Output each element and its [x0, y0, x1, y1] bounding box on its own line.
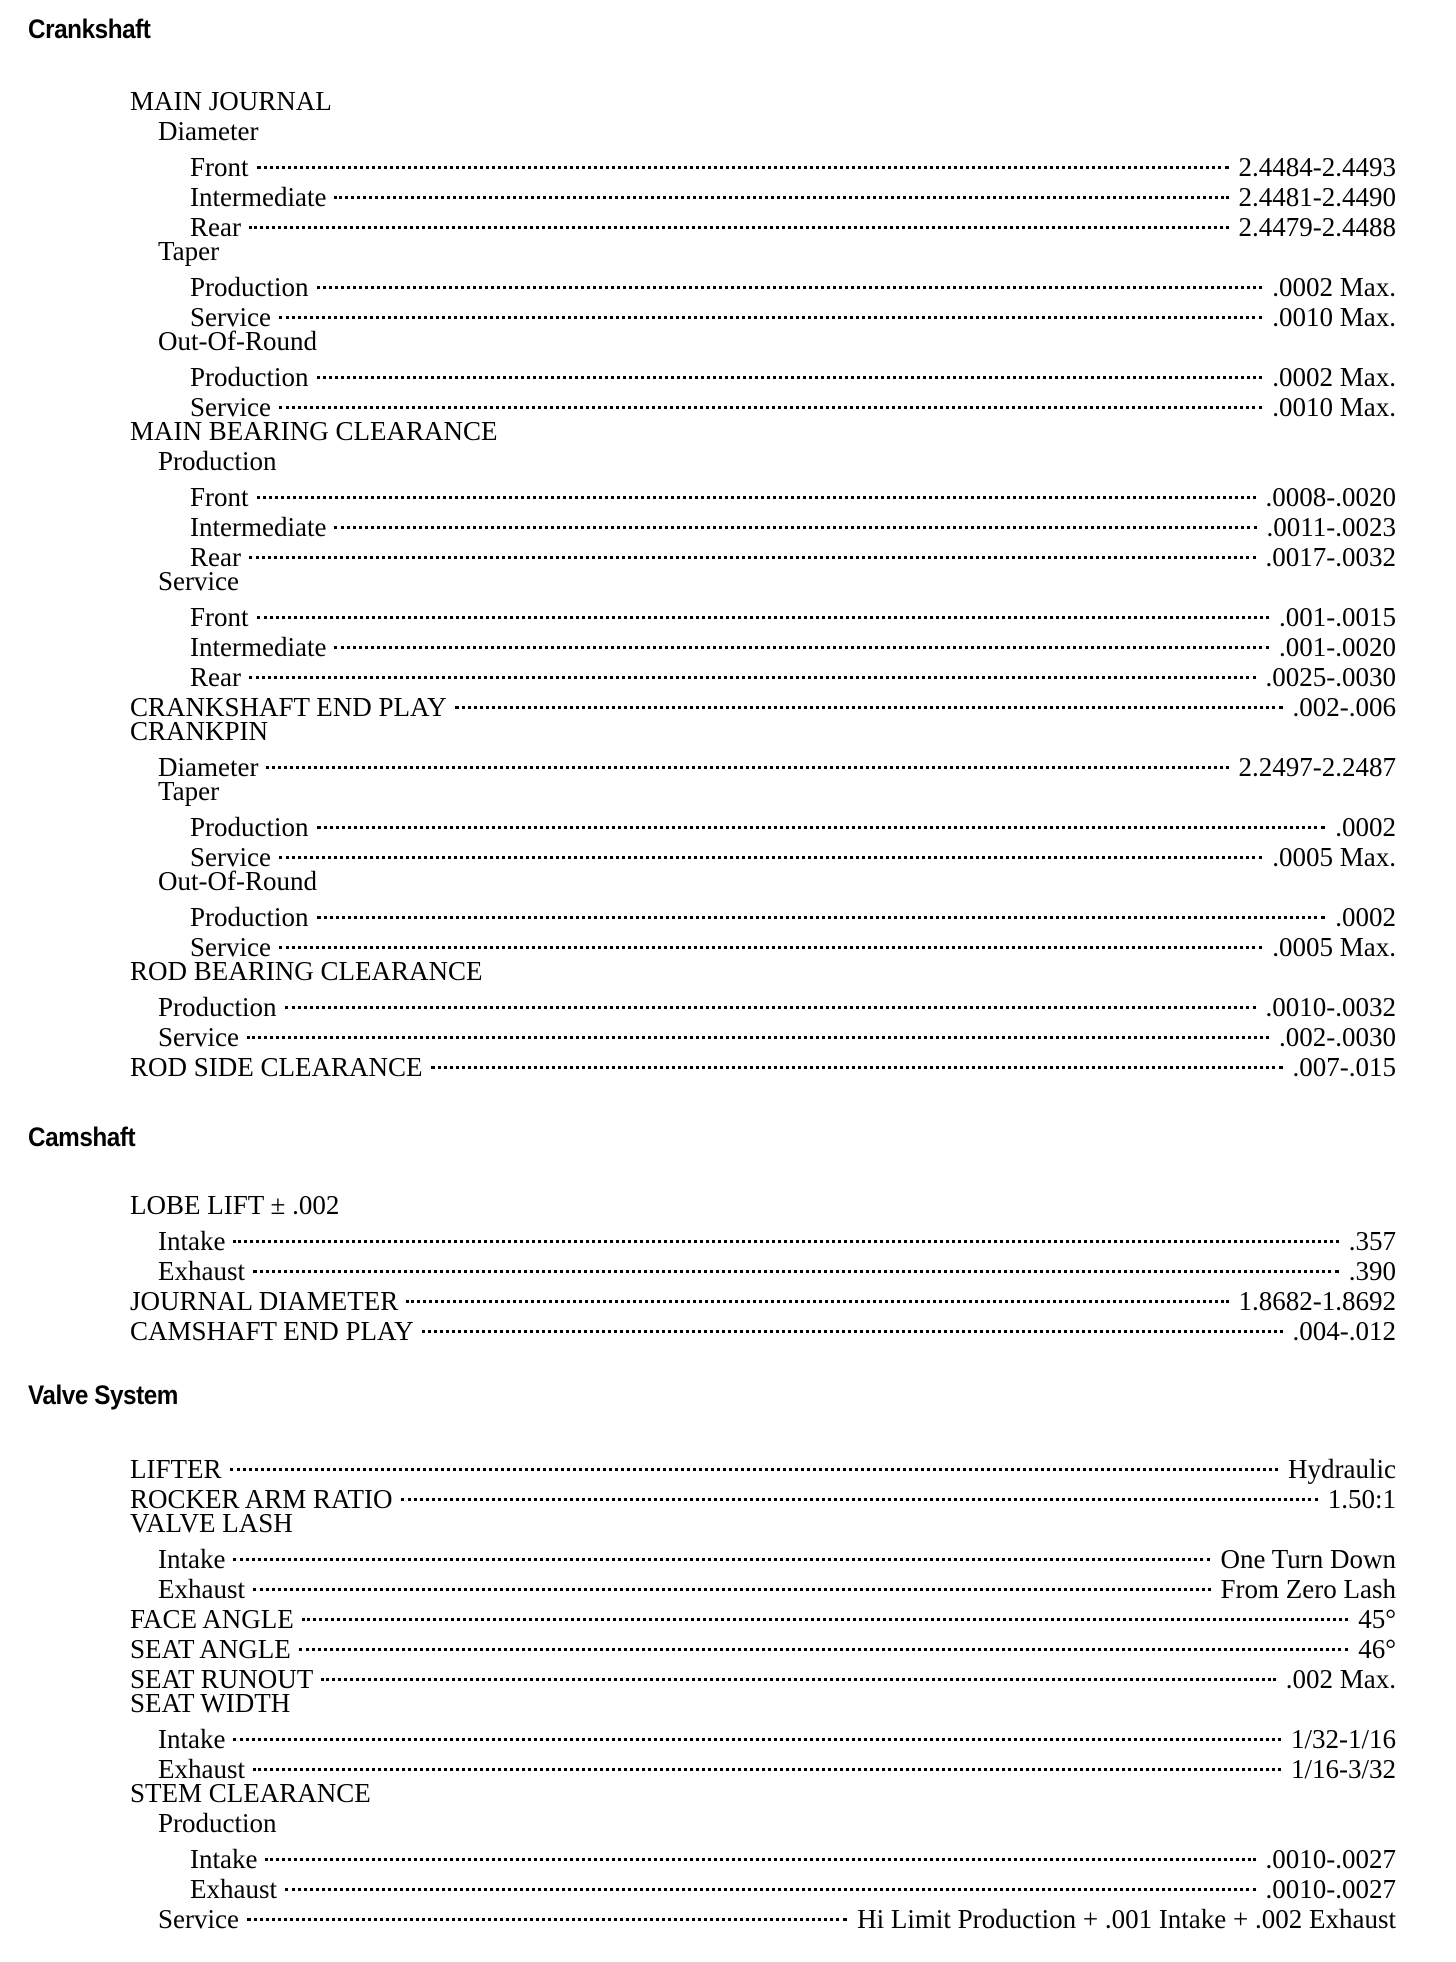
spec-label: Service — [190, 392, 271, 422]
spec-value: 1/32-1/16 — [1291, 1724, 1396, 1754]
spec-group-heading — [0, 1508, 1456, 1538]
dot-leader — [455, 686, 1283, 716]
spec-label: LIFTER — [130, 1454, 222, 1484]
dot-leader — [279, 296, 1262, 326]
spec-group-heading — [0, 416, 1456, 446]
spec-label: ROD BEARING CLEARANCE — [130, 956, 483, 986]
spec-label: CRANKPIN — [130, 716, 269, 746]
spec-value: 46° — [1358, 1634, 1396, 1664]
spec-label: FACE ANGLE — [130, 1604, 294, 1634]
spec-row — [0, 266, 1456, 302]
spec-label: Production — [190, 272, 309, 302]
spec-row — [0, 596, 1456, 632]
spec-row — [0, 1748, 1456, 1784]
spec-value: .001-.0020 — [1279, 632, 1396, 662]
spec-value: .0002 Max. — [1272, 272, 1396, 302]
spec-label: Intake — [158, 1544, 226, 1574]
spec-label: Production — [158, 446, 277, 476]
spec-label: Intermediate — [190, 632, 327, 662]
dot-leader — [285, 1868, 1256, 1898]
spec-row — [0, 1658, 1456, 1694]
dot-leader — [253, 1748, 1281, 1778]
spec-label: CRANKSHAFT END PLAY — [130, 692, 447, 722]
spec-row — [0, 476, 1456, 512]
spec-row — [0, 1718, 1456, 1754]
spec-row — [0, 626, 1456, 662]
spec-value: 1/16-3/32 — [1291, 1754, 1396, 1784]
spec-label: Front — [190, 602, 249, 632]
spec-label: Production — [190, 362, 309, 392]
spec-value: .0002 Max. — [1272, 362, 1396, 392]
spec-value: One Turn Down — [1220, 1544, 1396, 1574]
spec-row — [0, 926, 1456, 962]
section-title-camshaft: Camshaft — [28, 1122, 136, 1152]
spec-value: .357 — [1348, 1226, 1396, 1256]
spec-label: MAIN JOURNAL — [130, 86, 332, 116]
spec-row — [0, 206, 1456, 242]
spec-label: Diameter — [158, 116, 259, 146]
spec-label: Rear — [190, 662, 241, 692]
dot-leader — [266, 746, 1228, 776]
spec-label: STEM CLEARANCE — [130, 1778, 371, 1808]
spec-row — [0, 1310, 1456, 1346]
dot-leader — [321, 1658, 1275, 1688]
spec-label: CAMSHAFT END PLAY — [130, 1316, 414, 1346]
dot-leader — [253, 1250, 1339, 1280]
spec-row — [0, 1628, 1456, 1664]
spec-value: 1.50:1 — [1327, 1484, 1396, 1514]
spec-label: Intake — [158, 1724, 226, 1754]
spec-group-heading — [0, 716, 1456, 746]
spec-row — [0, 1868, 1456, 1904]
spec-group-heading — [0, 116, 1456, 146]
spec-label: Intermediate — [190, 182, 327, 212]
spec-label: VALVE LASH — [130, 1508, 293, 1538]
spec-value: .0010-.0027 — [1265, 1844, 1396, 1874]
spec-row — [0, 356, 1456, 392]
spec-label: Out-Of-Round — [158, 326, 317, 356]
spec-label: ROD SIDE CLEARANCE — [130, 1052, 423, 1082]
spec-label: Production — [190, 812, 309, 842]
spec-row — [0, 1220, 1456, 1256]
spec-label: Service — [158, 1022, 239, 1052]
spec-value: Hi Limit Production + .001 Intake + .002 Exhaust — [857, 1904, 1396, 1934]
spec-label: Exhaust — [158, 1754, 245, 1784]
spec-value: .0002 — [1335, 812, 1396, 842]
spec-label: Service — [190, 932, 271, 962]
dot-leader — [317, 806, 1326, 836]
spec-row — [0, 686, 1456, 722]
dot-leader — [253, 1568, 1211, 1598]
spec-label: ROCKER ARM RATIO — [130, 1484, 393, 1514]
spec-value: .0005 Max. — [1272, 932, 1396, 962]
dot-leader — [249, 206, 1229, 236]
spec-value: .0002 — [1335, 902, 1396, 932]
spec-label: JOURNAL DIAMETER — [130, 1286, 399, 1316]
section-title-crankshaft: Crankshaft — [28, 14, 151, 44]
spec-label: Out-Of-Round — [158, 866, 317, 896]
spec-list-camshaft — [0, 1190, 1456, 1346]
dot-leader — [406, 1280, 1228, 1310]
spec-value: .002-.0030 — [1279, 1022, 1396, 1052]
spec-row — [0, 1838, 1456, 1874]
dot-leader — [247, 1898, 847, 1928]
spec-row — [0, 1046, 1456, 1082]
spec-value: .0010 Max. — [1272, 392, 1396, 422]
dot-leader — [279, 836, 1262, 866]
spec-value: 45° — [1358, 1604, 1396, 1634]
spec-label: SEAT ANGLE — [130, 1634, 291, 1664]
spec-label: Production — [190, 902, 309, 932]
spec-label: Exhaust — [158, 1574, 245, 1604]
spec-label: MAIN BEARING CLEARANCE — [130, 416, 498, 446]
spec-value: .0025-.0030 — [1265, 662, 1396, 692]
spec-group-heading — [0, 1778, 1456, 1808]
dot-leader — [285, 986, 1256, 1016]
spec-row — [0, 806, 1456, 842]
spec-row — [0, 536, 1456, 572]
spec-label: SEAT WIDTH — [130, 1688, 291, 1718]
spec-value: .0010-.0027 — [1265, 1874, 1396, 1904]
spec-group-heading — [0, 566, 1456, 596]
dot-leader — [334, 506, 1256, 536]
dot-leader — [317, 896, 1326, 926]
spec-group-heading — [0, 776, 1456, 806]
dot-leader — [257, 476, 1256, 506]
dot-leader — [233, 1220, 1338, 1250]
spec-label: Service — [158, 566, 239, 596]
dot-leader — [431, 1046, 1283, 1076]
spec-label: Exhaust — [190, 1874, 277, 1904]
dot-leader — [299, 1628, 1348, 1658]
spec-label: Exhaust — [158, 1256, 245, 1286]
spec-label: Diameter — [158, 752, 259, 782]
spec-label: Service — [190, 302, 271, 332]
dot-leader — [422, 1310, 1283, 1340]
dot-leader — [249, 656, 1256, 686]
spec-value: .0011-.0023 — [1266, 512, 1396, 542]
spec-list-valve-system — [0, 1448, 1456, 1934]
spec-row — [0, 1250, 1456, 1286]
spec-row — [0, 1016, 1456, 1052]
dot-leader — [249, 536, 1256, 566]
dot-leader — [401, 1478, 1318, 1508]
spec-value: .004-.012 — [1292, 1316, 1396, 1346]
dot-leader — [279, 926, 1262, 956]
spec-label: SEAT RUNOUT — [130, 1664, 314, 1694]
spec-value: From Zero Lash — [1220, 1574, 1396, 1604]
spec-value: .0005 Max. — [1272, 842, 1396, 872]
spec-value: .0017-.0032 — [1265, 542, 1396, 572]
spec-row — [0, 386, 1456, 422]
spec-value: Hydraulic — [1288, 1454, 1396, 1484]
spec-group-heading — [0, 446, 1456, 476]
spec-row — [0, 836, 1456, 872]
spec-label: Taper — [158, 236, 220, 266]
spec-value: .002 Max. — [1285, 1664, 1396, 1694]
spec-row — [0, 986, 1456, 1022]
spec-label: Rear — [190, 212, 241, 242]
spec-value: .002-.006 — [1292, 692, 1396, 722]
spec-row — [0, 746, 1456, 782]
spec-row — [0, 146, 1456, 182]
section-title-valve-system: Valve System — [28, 1380, 178, 1410]
spec-label: Intake — [158, 1226, 226, 1256]
dot-leader — [233, 1538, 1210, 1568]
dot-leader — [257, 146, 1229, 176]
dot-leader — [230, 1448, 1279, 1478]
spec-label: Service — [158, 1904, 239, 1934]
spec-value: .0008-.0020 — [1265, 482, 1396, 512]
spec-label: Service — [190, 842, 271, 872]
dot-leader — [257, 596, 1269, 626]
spec-row — [0, 1280, 1456, 1316]
spec-value: .0010-.0032 — [1265, 992, 1396, 1022]
spec-row — [0, 896, 1456, 932]
spec-label: Production — [158, 1808, 277, 1838]
spec-row — [0, 1538, 1456, 1574]
spec-group-heading — [0, 1190, 1456, 1220]
spec-value: 2.4479-2.4488 — [1238, 212, 1396, 242]
spec-row — [0, 1478, 1456, 1514]
spec-list-crankshaft — [0, 86, 1456, 1082]
spec-value: 2.4484-2.4493 — [1238, 152, 1396, 182]
spec-group-heading — [0, 866, 1456, 896]
spec-label: Intermediate — [190, 512, 327, 542]
dot-leader — [317, 266, 1263, 296]
spec-group-heading — [0, 1688, 1456, 1718]
dot-leader — [302, 1598, 1348, 1628]
spec-value: .001-.0015 — [1279, 602, 1396, 632]
spec-group-heading — [0, 326, 1456, 356]
spec-row — [0, 1898, 1456, 1934]
dot-leader — [247, 1016, 1269, 1046]
spec-row — [0, 506, 1456, 542]
spec-label: Production — [158, 992, 277, 1022]
spec-value: .0010 Max. — [1272, 302, 1396, 332]
spec-value: 2.2497-2.2487 — [1238, 752, 1396, 782]
spec-row — [0, 1448, 1456, 1484]
spec-row — [0, 176, 1456, 212]
spec-value: 2.4481-2.4490 — [1238, 182, 1396, 212]
spec-row — [0, 1598, 1456, 1634]
dot-leader — [265, 1838, 1255, 1868]
spec-label: Intake — [190, 1844, 258, 1874]
spec-value: .007-.015 — [1292, 1052, 1396, 1082]
spec-value: .390 — [1348, 1256, 1396, 1286]
spec-group-heading — [0, 86, 1456, 116]
spec-label: LOBE LIFT ± .002 — [130, 1190, 340, 1220]
spec-group-heading — [0, 236, 1456, 266]
spec-row — [0, 656, 1456, 692]
dot-leader — [317, 356, 1263, 386]
spec-value: 1.8682-1.8692 — [1238, 1286, 1396, 1316]
spec-row — [0, 296, 1456, 332]
spec-group-heading — [0, 956, 1456, 986]
dot-leader — [233, 1718, 1281, 1748]
spec-label: Front — [190, 482, 249, 512]
spec-label: Front — [190, 152, 249, 182]
dot-leader — [334, 626, 1269, 656]
spec-group-heading — [0, 1808, 1456, 1838]
spec-label: Rear — [190, 542, 241, 572]
spec-row — [0, 1568, 1456, 1604]
dot-leader — [334, 176, 1228, 206]
dot-leader — [279, 386, 1262, 416]
spec-label: Taper — [158, 776, 220, 806]
